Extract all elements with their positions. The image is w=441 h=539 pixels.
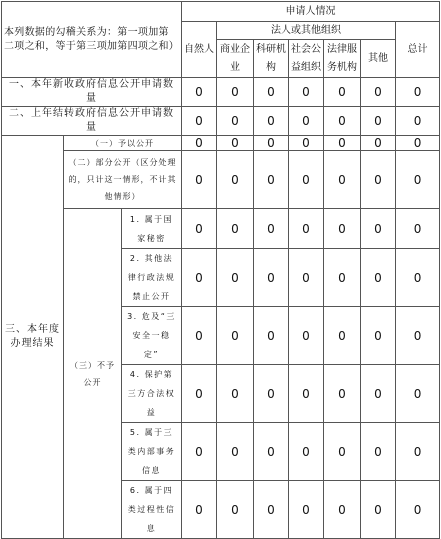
cell-value: 0	[182, 365, 217, 423]
relationship-description: 本列数据的勾稽关系为：第一项加第二项之和，等于第三项加第四项之和）	[2, 2, 182, 78]
cell-value: 0	[254, 481, 289, 539]
not-disclosed-label: （三）不予公开	[64, 209, 122, 539]
cell-value: 0	[254, 136, 289, 151]
table-row	[2, 107, 440, 136]
cell-value: 0	[361, 78, 396, 107]
cell-value: 0	[254, 78, 289, 107]
cell-value: 0	[324, 249, 361, 307]
law-prohibited-label: 2. 其他法律行政法规禁止公开	[122, 249, 182, 307]
cell-value: 0	[254, 107, 289, 136]
cell-value: 0	[217, 78, 254, 107]
cell-value: 0	[289, 307, 324, 365]
table-row	[2, 209, 440, 249]
disclosed-label: （一）予以公开	[64, 136, 182, 151]
cell-value: 0	[361, 365, 396, 423]
cell-value: 0	[324, 78, 361, 107]
cell-value: 0	[289, 78, 324, 107]
cell-value: 0	[182, 423, 217, 481]
cell-value: 0	[289, 481, 324, 539]
cell-value: 0	[217, 107, 254, 136]
cell-value: 0	[324, 307, 361, 365]
cell-value: 0	[217, 209, 254, 249]
cell-value: 0	[182, 249, 217, 307]
cell-value: 0	[217, 307, 254, 365]
cell-value: 0	[324, 423, 361, 481]
cell-value: 0	[324, 151, 361, 209]
new-requests-label: 一、本年新收政府信息公开申请数量	[2, 78, 182, 107]
other-header: 其他	[361, 40, 396, 78]
cell-value: 0	[361, 136, 396, 151]
cell-value: 0	[361, 209, 396, 249]
cell-value: 0	[324, 365, 361, 423]
cell-value: 0	[324, 136, 361, 151]
cell-value: 0	[396, 307, 440, 365]
cell-value: 0	[217, 136, 254, 151]
cell-value: 0	[361, 481, 396, 539]
cell-value: 0	[289, 136, 324, 151]
header-row-1	[2, 2, 440, 22]
legal-entity-header: 法人或其他组织	[217, 22, 396, 40]
cell-value: 0	[289, 209, 324, 249]
cell-value: 0	[289, 423, 324, 481]
third-party-rights-label: 4. 保护第三方合法权益	[122, 365, 182, 423]
cell-value: 0	[361, 307, 396, 365]
cell-value: 0	[361, 423, 396, 481]
cell-value: 0	[254, 249, 289, 307]
cell-value: 0	[396, 423, 440, 481]
table-row	[2, 151, 440, 209]
cell-value: 0	[361, 151, 396, 209]
partial-disclosure-label: （二）部分公开（区分处理的，只计这一情形，不计其他情形）	[64, 151, 182, 209]
table-row	[2, 78, 440, 107]
table-row	[2, 136, 440, 151]
process-info-label: 6. 属于四类过程性信息	[122, 481, 182, 539]
disclosure-statistics-table	[1, 1, 440, 539]
social-welfare-org-header: 社会公益组织	[289, 40, 324, 78]
cell-value: 0	[289, 365, 324, 423]
cell-value: 0	[217, 151, 254, 209]
natural-person-header: 自然人	[182, 22, 217, 78]
cell-value: 0	[217, 481, 254, 539]
internal-affairs-label: 5. 属于三类内部事务信息	[122, 423, 182, 481]
cell-value: 0	[396, 209, 440, 249]
cell-value: 0	[289, 249, 324, 307]
cell-value: 0	[182, 307, 217, 365]
cell-value: 0	[396, 249, 440, 307]
cell-value: 0	[254, 307, 289, 365]
state-secret-label: 1. 属于国家秘密	[122, 209, 182, 249]
cell-value: 0	[182, 107, 217, 136]
cell-value: 0	[396, 78, 440, 107]
cell-value: 0	[324, 209, 361, 249]
cell-value: 0	[182, 136, 217, 151]
cell-value: 0	[361, 107, 396, 136]
cell-value: 0	[289, 107, 324, 136]
cell-value: 0	[361, 249, 396, 307]
research-institution-header: 科研机构	[254, 40, 289, 78]
cell-value: 0	[254, 151, 289, 209]
cell-value: 0	[217, 365, 254, 423]
cell-value: 0	[217, 423, 254, 481]
cell-value: 0	[396, 481, 440, 539]
cell-value: 0	[324, 107, 361, 136]
cell-value: 0	[396, 151, 440, 209]
cell-value: 0	[182, 151, 217, 209]
cell-value: 0	[396, 107, 440, 136]
cell-value: 0	[396, 365, 440, 423]
cell-value: 0	[324, 481, 361, 539]
cell-value: 0	[217, 249, 254, 307]
cell-value: 0	[396, 136, 440, 151]
cell-value: 0	[289, 151, 324, 209]
cell-value: 0	[254, 423, 289, 481]
three-safety-label: 3. 危及“三安全一稳定”	[122, 307, 182, 365]
commercial-enterprise-header: 商业企业	[217, 40, 254, 78]
results-label: 三、本年度办理结果	[2, 136, 64, 539]
cell-value: 0	[182, 78, 217, 107]
legal-service-org-header: 法律服务机构	[324, 40, 361, 78]
cell-value: 0	[254, 209, 289, 249]
total-header: 总计	[396, 22, 440, 78]
carried-over-label: 二、上年结转政府信息公开申请数量	[2, 107, 182, 136]
cell-value: 0	[182, 209, 217, 249]
cell-value: 0	[254, 365, 289, 423]
applicant-status-header: 申请人情况	[182, 2, 440, 22]
cell-value: 0	[182, 481, 217, 539]
